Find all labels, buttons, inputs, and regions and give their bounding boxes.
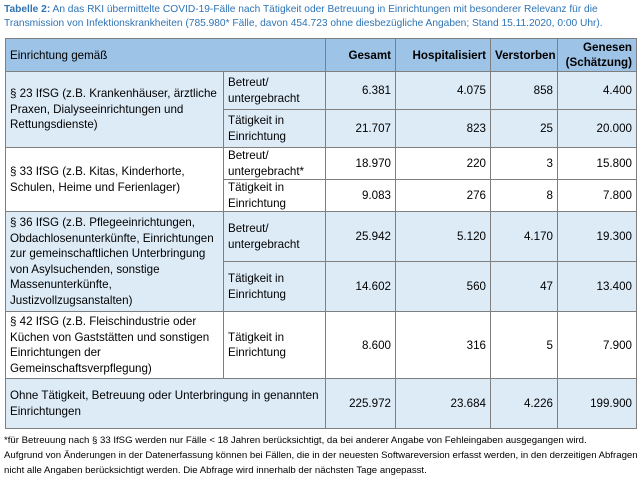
header-gesamt: Gesamt — [326, 39, 396, 72]
table-row — [6, 379, 637, 429]
header-einrichtung: Einrichtung gemäß — [6, 39, 326, 72]
cell-verstorben: 5 — [491, 312, 558, 379]
group-desc: § 36 IfSG (z.B. Pflegeeinrichtungen, Obdachlosenunterkünfte, Einrichtungen zur gemeinschaftlichen Unterbringung von Asylsuchenden, sonstige Massenunterkünfte, Justizvollzugsanstalten) — [6, 212, 224, 312]
row-type: Tätigkeit in Einrichtung — [224, 312, 326, 379]
cell-hospitalisiert: 276 — [396, 180, 491, 212]
cell-genesen: 4.400 — [558, 72, 637, 110]
row-type: Betreut/ untergebracht — [224, 72, 326, 110]
row-type: Betreut/ untergebracht — [224, 212, 326, 262]
cell-gesamt: 9.083 — [326, 180, 396, 212]
table-row — [6, 312, 637, 379]
cell-verstorben: 25 — [491, 110, 558, 148]
cell-genesen: 7.800 — [558, 180, 637, 212]
group-desc: § 23 IfSG (z.B. Krankenhäuser, ärztliche Praxen, Dialyseeinrichtungen und Rettungsdienste) — [6, 72, 224, 148]
table-row — [6, 148, 637, 180]
cell-hospitalisiert: 23.684 — [396, 379, 491, 429]
cell-hospitalisiert: 560 — [396, 262, 491, 312]
row-type: Betreut/ untergebracht* — [224, 148, 326, 180]
header-hospitalisiert: Hospitalisiert — [396, 39, 491, 72]
cell-verstorben: 8 — [491, 180, 558, 212]
cell-verstorben: 4.226 — [491, 379, 558, 429]
group-desc: § 42 IfSG (z.B. Fleischindustrie oder Küchen von Gaststätten und sonstigen Einrichtungen der Gemeinschaftsverpflegung) — [6, 312, 224, 379]
cell-gesamt: 8.600 — [326, 312, 396, 379]
cell-hospitalisiert: 5.120 — [396, 212, 491, 262]
covid-facility-table — [5, 38, 637, 429]
table-row — [6, 212, 637, 262]
header-row — [6, 39, 637, 72]
cell-gesamt: 25.942 — [326, 212, 396, 262]
table-caption — [4, 3, 636, 31]
cell-gesamt: 21.707 — [326, 110, 396, 148]
cell-gesamt: 14.602 — [326, 262, 396, 312]
caption-lead: Tabelle 2: — [4, 4, 51, 15]
cell-genesen: 20.000 — [558, 110, 637, 148]
group-desc: Ohne Tätigkeit, Betreuung oder Unterbringung in genannten Einrichtungen — [6, 379, 326, 429]
row-type: Tätigkeit in Einrichtung — [224, 262, 326, 312]
cell-genesen: 199.900 — [558, 379, 637, 429]
cell-verstorben: 3 — [491, 148, 558, 180]
cell-hospitalisiert: 220 — [396, 148, 491, 180]
cell-hospitalisiert: 823 — [396, 110, 491, 148]
row-type: Tätigkeit in Einrichtung — [224, 180, 326, 212]
cell-gesamt: 225.972 — [326, 379, 396, 429]
table-row — [6, 72, 637, 110]
footnote-line: Aufgrund von Änderungen in der Datenerfassung können bei Fällen, die in der neuesten Softwareversion erfasst werden, in den derzeitigen Abfragen nicht alle Angaben berücksichtigt werden. Die Abfrage wird innerhalb der nächsten Tage angepasst. — [4, 450, 638, 476]
header-verstorben: Verstorben — [491, 39, 558, 72]
row-type: Tätigkeit in Einrichtung — [224, 110, 326, 148]
cell-hospitalisiert: 316 — [396, 312, 491, 379]
cell-verstorben: 858 — [491, 72, 558, 110]
caption-text: An das RKI übermittelte COVID-19-Fälle nach Tätigkeit oder Betreuung in Einrichtungen mit besonderer Relevanz für die Transmission von Infektionskrankheiten (785.980* Fälle, davon 454.723 ohne diesbezügliche Angaben; Stand 15.11.2020, 0:00 Uhr). — [4, 4, 603, 29]
cell-verstorben: 4.170 — [491, 212, 558, 262]
cell-hospitalisiert: 4.075 — [396, 72, 491, 110]
group-desc: § 33 IfSG (z.B. Kitas, Kinderhorte, Schulen, Heime und Ferienlager) — [6, 148, 224, 212]
cell-gesamt: 18.970 — [326, 148, 396, 180]
cell-gesamt: 6.381 — [326, 72, 396, 110]
cell-genesen: 19.300 — [558, 212, 637, 262]
cell-genesen: 7.900 — [558, 312, 637, 379]
footnote — [4, 433, 638, 478]
cell-genesen: 15.800 — [558, 148, 637, 180]
cell-verstorben: 47 — [491, 262, 558, 312]
header-genesen: Genesen (Schätzung) — [558, 39, 637, 72]
footnote-line: *für Betreuung nach § 33 IfSG werden nur Fälle < 18 Jahren berücksichtigt, da bei anderer Angabe von Fehleingaben ausgegangen wird. — [4, 435, 587, 446]
cell-genesen: 13.400 — [558, 262, 637, 312]
